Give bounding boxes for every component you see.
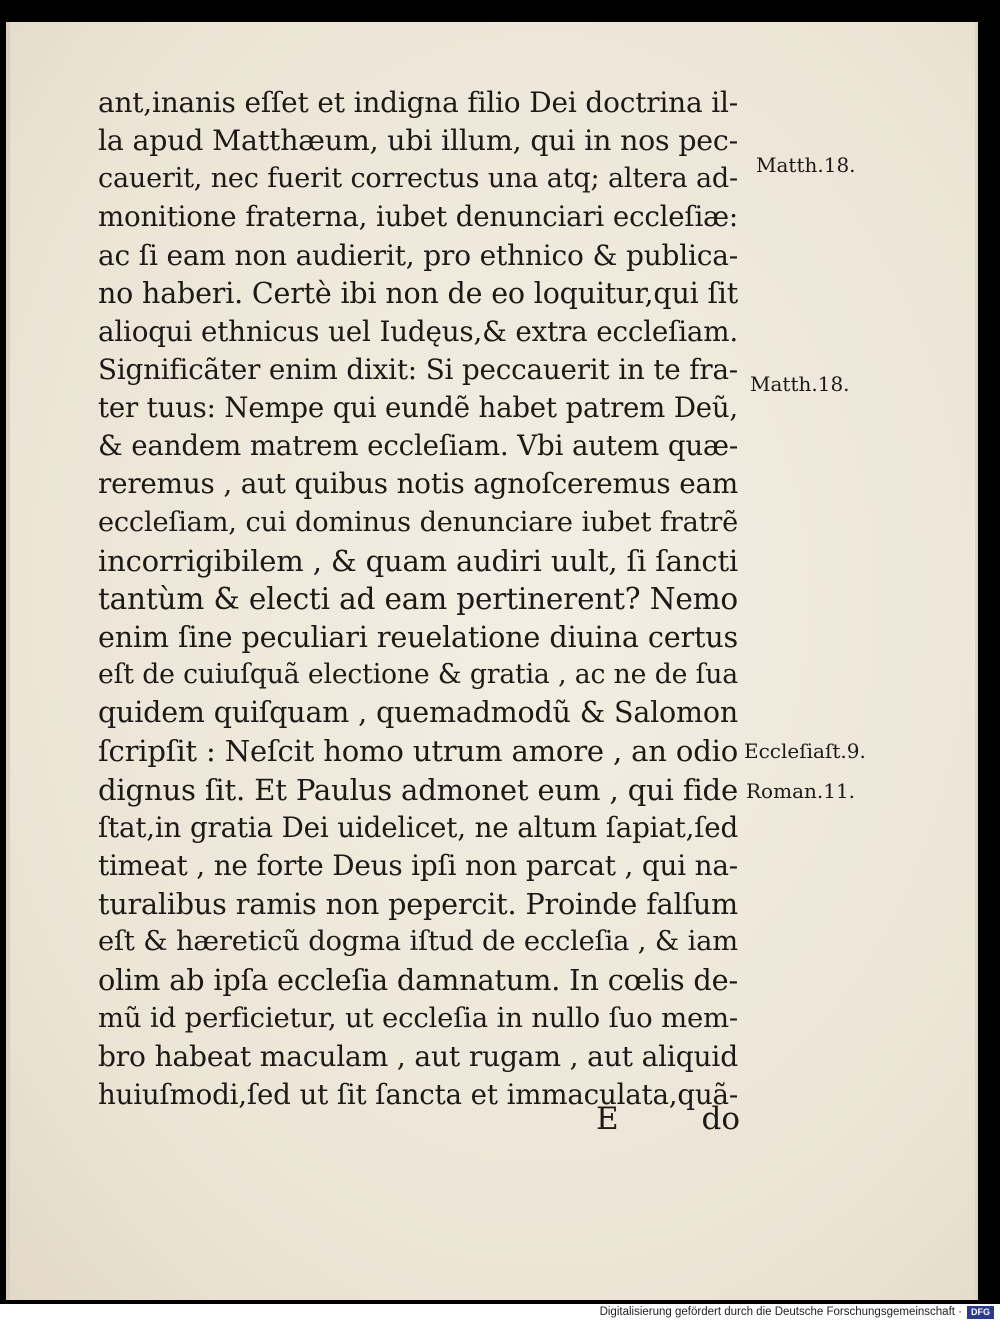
text-line: reremus , aut quibus notis agnoſceremus eam bbox=[98, 467, 738, 501]
text-line: alioqui ethnicus uel Iudęus,& extra eccleſiam. bbox=[98, 314, 738, 348]
text-line: turalibus ramis non pepercit. Proinde falſum bbox=[98, 886, 738, 921]
margin-note-romans: Roman.11. bbox=[746, 779, 856, 803]
text-line: cauerit, nec fuerit correctus una atq; altera ad- bbox=[98, 163, 738, 195]
text-line: enim ſine peculiari reuelatione diuina certus bbox=[98, 619, 738, 654]
text-line: ant,inanis eſſet et indigna filio Dei doctrina il- bbox=[98, 86, 738, 119]
body-text bbox=[98, 84, 738, 1114]
margin-note-matthew: Matth.18. bbox=[750, 372, 850, 396]
catchword-line bbox=[596, 1101, 740, 1137]
signature-mark: E bbox=[596, 1101, 619, 1137]
text-line: Significãter enim dixit: Si peccauerit in te fra- bbox=[98, 352, 738, 386]
text-line: eccleſiam, cui dominus denunciare iubet fratrẽ bbox=[98, 506, 738, 538]
text-line: timeat , ne forte Deus ipſi non parcat , qui na- bbox=[98, 848, 738, 882]
text-line: incorrigibilem , & quam audiri uult, ſi ſancti bbox=[98, 543, 738, 578]
text-line: monitione fraterna, iubet denunciari eccleſiæ: bbox=[98, 200, 738, 234]
catchword: do bbox=[701, 1101, 740, 1137]
text-line: no haberi. Certè ibi non de eo loquitur,qui ſit bbox=[98, 276, 738, 310]
text-line: ſcripſit : Neſcit homo utrum amore , an odio bbox=[98, 734, 738, 769]
text-line: la apud Matthæum, ubi illum, qui in nos pec- bbox=[98, 124, 738, 158]
page-gutter-edge bbox=[6, 22, 10, 1300]
text-line: eſt & hæreticũ dogma iſtud de eccleſia , & iam bbox=[98, 926, 738, 958]
dfg-logo: DFG bbox=[967, 1306, 994, 1319]
text-line: ter tuus: Nempe qui eundẽ habet patrem Deũ, bbox=[98, 391, 738, 425]
page-right-edge bbox=[975, 22, 978, 1300]
text-line: huiuſmodi,ſed ut ſit ſancta et immaculata,quã- bbox=[98, 1077, 738, 1111]
text-line: bro habeat maculam , aut rugam , aut aliquid bbox=[98, 1039, 738, 1073]
text-line: tantùm & electi ad eam pertinerent? Nemo bbox=[98, 581, 738, 616]
text-line: dignus ſit. Et Paulus admonet eum , qui fide bbox=[98, 772, 738, 807]
text-line: ac ſi eam non audierit, pro ethnico & publica- bbox=[98, 238, 738, 272]
footer-bar bbox=[0, 1304, 1000, 1322]
text-line: ſtat,in gratia Dei uidelicet, ne altum ſapiat,ſed bbox=[98, 810, 738, 844]
text-line: mũ id perficietur, ut eccleſia in nullo ſuo mem- bbox=[98, 1002, 738, 1035]
text-line: olim ab ipſa eccleſia damnatum. In cœlis de- bbox=[98, 963, 738, 998]
margin-note-ecclesiastes: Eccleſiaſt.9. bbox=[744, 739, 866, 763]
text-line: quidem quiſquam , quemadmodũ & Salomon bbox=[98, 696, 738, 730]
funding-credit: Digitalisierung gefördert durch die Deutsche Forschungsgemeinschaft · bbox=[599, 1306, 962, 1318]
margin-note-matthew: Matth.18. bbox=[756, 153, 856, 177]
text-line: eſt de cuiuſquã electione & gratia , ac ne de ſua bbox=[98, 659, 738, 691]
text-line: & eandem matrem eccleſiam. Vbi autem quæ- bbox=[98, 429, 738, 463]
